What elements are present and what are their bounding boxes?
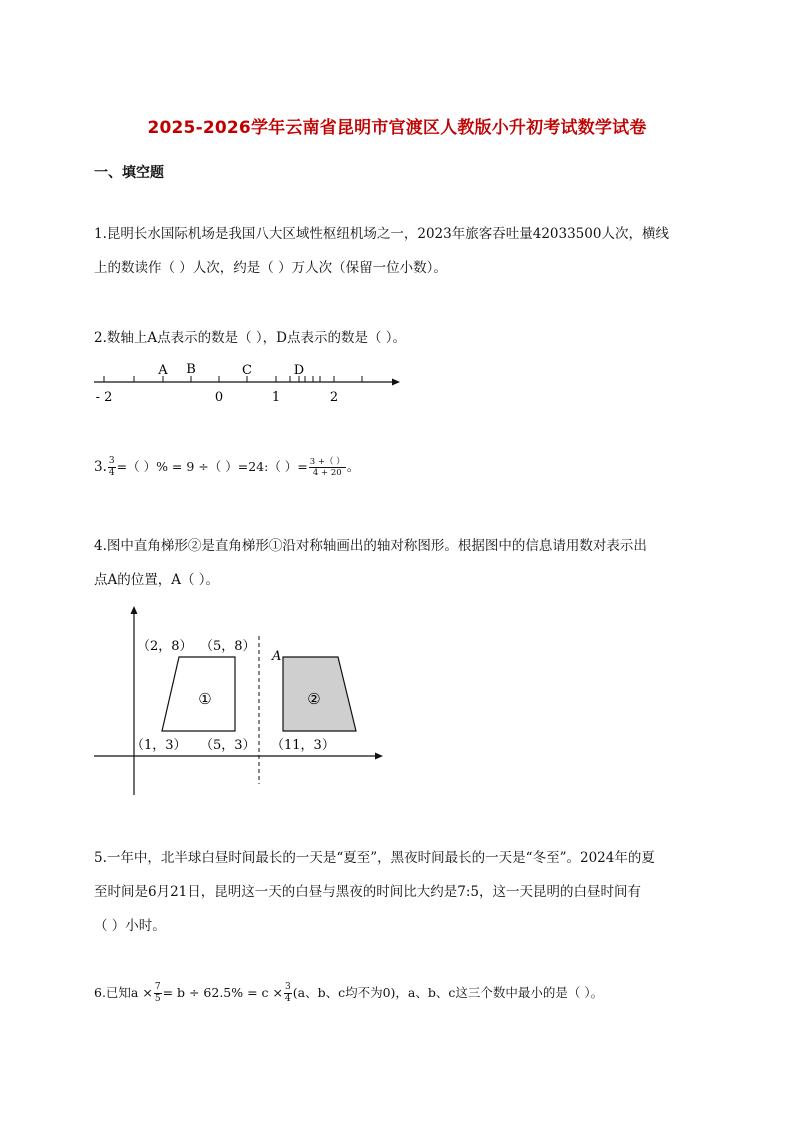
question-5-line-1: 5.一年中，北半球白昼时间最长的一天是“夏至”，黑夜时间最长的一天是“冬至”。2024年的夏 [94,850,655,866]
question-6-middle: = b ÷ 62.5% = c × [162,985,284,1000]
x-axis-arrow [375,753,383,760]
question-6-prefix: 6.已知a × [94,985,153,1000]
shape-2-label: ② [307,690,321,708]
fraction-denominator: 4 [108,468,115,478]
tick-label-2: 2 [329,390,339,405]
question-5-line-3: （ ）小时。 [94,918,166,934]
fraction-denominator: 5 [154,994,161,1004]
y-axis-arrow [131,606,138,614]
question-5-line-2: 至时间是6月21日，昆明这一天的白昼与黑夜的时间比大约是7:5，这一天昆明的白昼时间有 [94,884,641,900]
fraction-expression-denominator: 4 + 20 [312,468,342,478]
fraction-denominator: 4 [285,994,291,1004]
question-6-text [94,983,603,1004]
question-3-suffix: 。 [346,459,361,475]
question-3-body: =（ ）% = 9 ÷（ ）=24:（ ）= [116,459,308,474]
question-1-line-2: 上的数读作（ ）人次，约是（ ）万人次（保留一位小数）。 [94,260,447,276]
question-2-text: 2.数轴上A点表示的数是（ ），D点表示的数是（ ）。 [94,330,407,346]
tick-label-minus-2: - 2 [95,390,113,405]
fraction-numerator: 3 [285,982,291,992]
point-label-d: D [293,363,305,378]
point-label-a: A [158,363,168,378]
tick-label-0: 0 [214,390,224,405]
coord-label-5-3: （5，3） [200,738,256,753]
coord-label-2-8: （2，8） [137,639,193,654]
point-label-c: C [242,363,252,378]
point-a-label: A [272,649,282,664]
fraction-numerator: 7 [154,982,161,992]
coord-label-1-3: （1，3） [131,738,187,753]
question-6-suffix: (a、b、c均不为0)，a、b、c这三个数中最小的是（ ）。 [292,985,604,1000]
fraction-expression-numerator: 3 +（ ） [309,456,345,467]
question-1-line-1: 1.昆明长水国际机场是我国八大区域性枢纽机场之一，2023年旅客吞吐量42033500人次，横线 [94,226,669,242]
question-4-line-2: 点A的位置，A（ ）。 [94,572,220,588]
page-title: 2025-2026学年云南省昆明市官渡区人教版小升初考试数学试卷 [147,118,647,138]
coord-label-11-3: （11，3） [271,738,335,753]
question-4-line-1: 4.图中直角梯形②是直角梯形①沿对称轴画出的轴对称图形。根据图中的信息请用数对表示出 [94,538,647,554]
coord-label-5-8: （5，8） [200,639,256,654]
shape-1-label: ① [198,690,212,708]
section-heading: 一、填空题 [94,165,164,181]
fraction-seven-fifths [154,983,162,1004]
fraction-three-quarters [284,983,292,1004]
tick-label-1: 1 [271,390,281,405]
fraction-numerator: 3 [108,456,115,466]
point-label-b: B [186,362,196,377]
question-3-number: 3. [94,459,107,475]
